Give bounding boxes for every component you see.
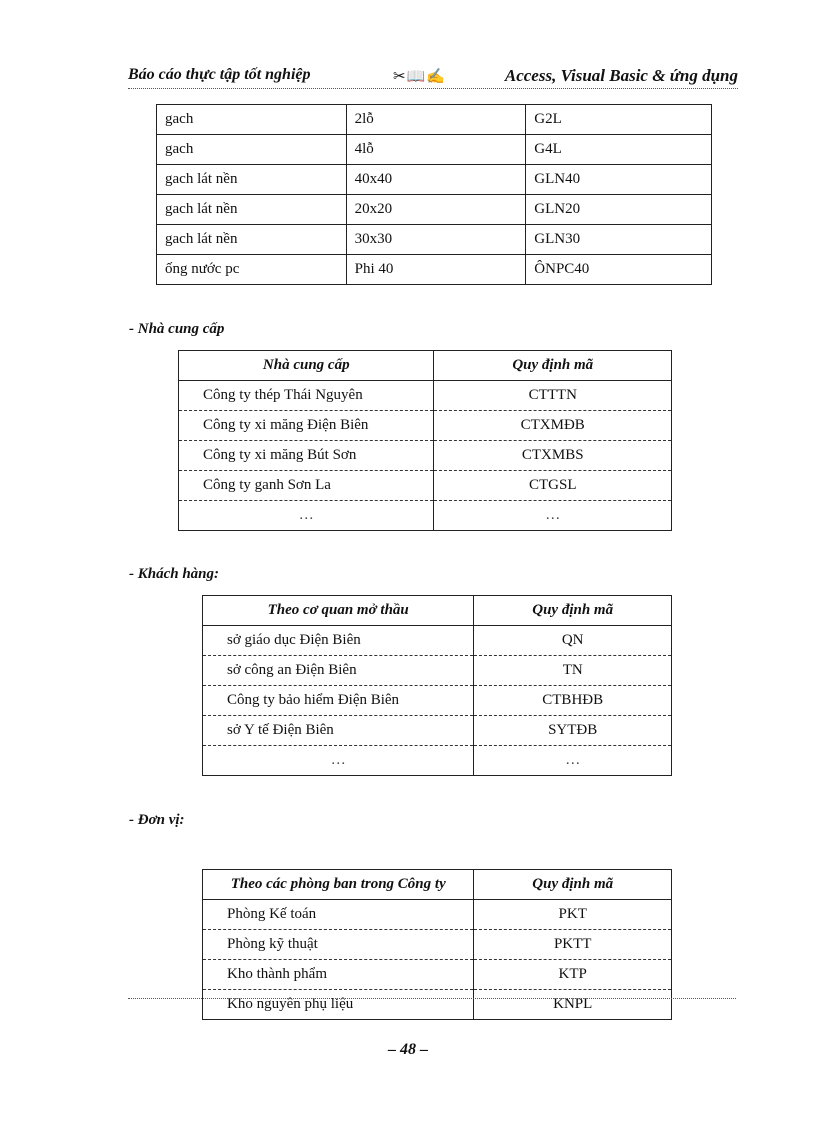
table-row <box>203 900 672 930</box>
customer-code: SYTĐB <box>474 716 672 746</box>
supplier-code: CTXMBS <box>434 441 672 471</box>
column-header: Theo các phòng ban trong Công ty <box>203 870 474 900</box>
header-left-title: Báo cáo thực tập tốt nghiệp <box>128 66 311 83</box>
column-header: Theo cơ quan mở thầu <box>203 596 474 626</box>
supplier-code: CTXMĐB <box>434 411 672 441</box>
table-row <box>203 990 672 1020</box>
unit-code: KNPL <box>474 990 672 1020</box>
header-book-icon: ✂📖✍ <box>393 69 446 85</box>
page-number: – 48 – <box>388 1041 428 1058</box>
supplier-code: CTTTN <box>434 381 672 411</box>
material-name: gach <box>157 135 347 165</box>
table-row <box>157 105 712 135</box>
material-spec: Phi 40 <box>346 255 526 285</box>
table-row <box>203 626 672 656</box>
table-row <box>179 471 672 501</box>
unit-code: PKTT <box>474 930 672 960</box>
footer-divider <box>128 998 736 999</box>
units-heading: - Đơn vị: <box>129 812 185 828</box>
material-code: G4L <box>526 135 712 165</box>
table-row <box>157 165 712 195</box>
material-code: GLN20 <box>526 195 712 225</box>
table-row <box>179 411 672 441</box>
supplier-name: Công ty xi măng Điện Biên <box>179 411 434 441</box>
supplier-name: Công ty xi măng Bút Sơn <box>179 441 434 471</box>
column-header: Quy định mã <box>474 870 672 900</box>
material-spec: 20x20 <box>346 195 526 225</box>
suppliers-heading: - Nhà cung cấp <box>129 321 225 337</box>
unit-code: PKT <box>474 900 672 930</box>
table-row <box>179 381 672 411</box>
customer-name: Công ty bảo hiểm Điện Biên <box>203 686 474 716</box>
supplier-code: CTGSL <box>434 471 672 501</box>
material-spec: 40x40 <box>346 165 526 195</box>
unit-name: Phòng kỹ thuật <box>203 930 474 960</box>
customer-code: TN <box>474 656 672 686</box>
supplier-name: Công ty thép Thái Nguyên <box>179 381 434 411</box>
material-code: GLN40 <box>526 165 712 195</box>
customer-name: sở Y tế Điện Biên <box>203 716 474 746</box>
table-row <box>203 960 672 990</box>
table-row <box>203 686 672 716</box>
column-header: Quy định mã <box>434 351 672 381</box>
page-header <box>128 66 738 89</box>
material-code: G2L <box>526 105 712 135</box>
customers-heading: - Khách hàng: <box>129 566 220 582</box>
column-header: Nhà cung cấp <box>179 351 434 381</box>
table-row <box>203 716 672 746</box>
table-row <box>179 501 672 531</box>
table-row <box>203 656 672 686</box>
supplier-name: Công ty ganh Sơn La <box>179 471 434 501</box>
customer-code-ellipsis: … <box>474 746 672 776</box>
table-header-row <box>179 351 672 381</box>
customer-name: sở công an Điện Biên <box>203 656 474 686</box>
table-row <box>203 930 672 960</box>
table-header-row <box>203 870 672 900</box>
table-row <box>203 746 672 776</box>
material-name: gach lát nền <box>157 195 347 225</box>
table-row <box>157 255 712 285</box>
customer-name-ellipsis: … <box>203 746 474 776</box>
unit-code: KTP <box>474 960 672 990</box>
materials-table <box>156 104 712 285</box>
material-name: gach lát nền <box>157 225 347 255</box>
material-name: gach lát nền <box>157 165 347 195</box>
unit-name: Phòng Kế toán <box>203 900 474 930</box>
table-row <box>157 195 712 225</box>
customer-code: CTBHĐB <box>474 686 672 716</box>
material-spec: 30x30 <box>346 225 526 255</box>
material-spec: 4lỗ <box>346 135 526 165</box>
table-header-row <box>203 596 672 626</box>
material-code: GLN30 <box>526 225 712 255</box>
customers-table <box>202 595 672 776</box>
unit-name: Kho thành phẩm <box>203 960 474 990</box>
suppliers-table <box>178 350 672 531</box>
column-header: Quy định mã <box>474 596 672 626</box>
table-row <box>157 225 712 255</box>
table-row <box>157 135 712 165</box>
material-code: ÔNPC40 <box>526 255 712 285</box>
customer-code: QN <box>474 626 672 656</box>
customer-name: sở giáo dục Điện Biên <box>203 626 474 656</box>
header-right-title: Access, Visual Basic & ứng dụng <box>504 66 738 85</box>
material-name: gach <box>157 105 347 135</box>
table-row <box>179 441 672 471</box>
unit-name: Kho nguyên phụ liệu <box>203 990 474 1020</box>
supplier-name-ellipsis: … <box>179 501 434 531</box>
supplier-code-ellipsis: … <box>434 501 672 531</box>
material-spec: 2lỗ <box>346 105 526 135</box>
material-name: ống nước pc <box>157 255 347 285</box>
